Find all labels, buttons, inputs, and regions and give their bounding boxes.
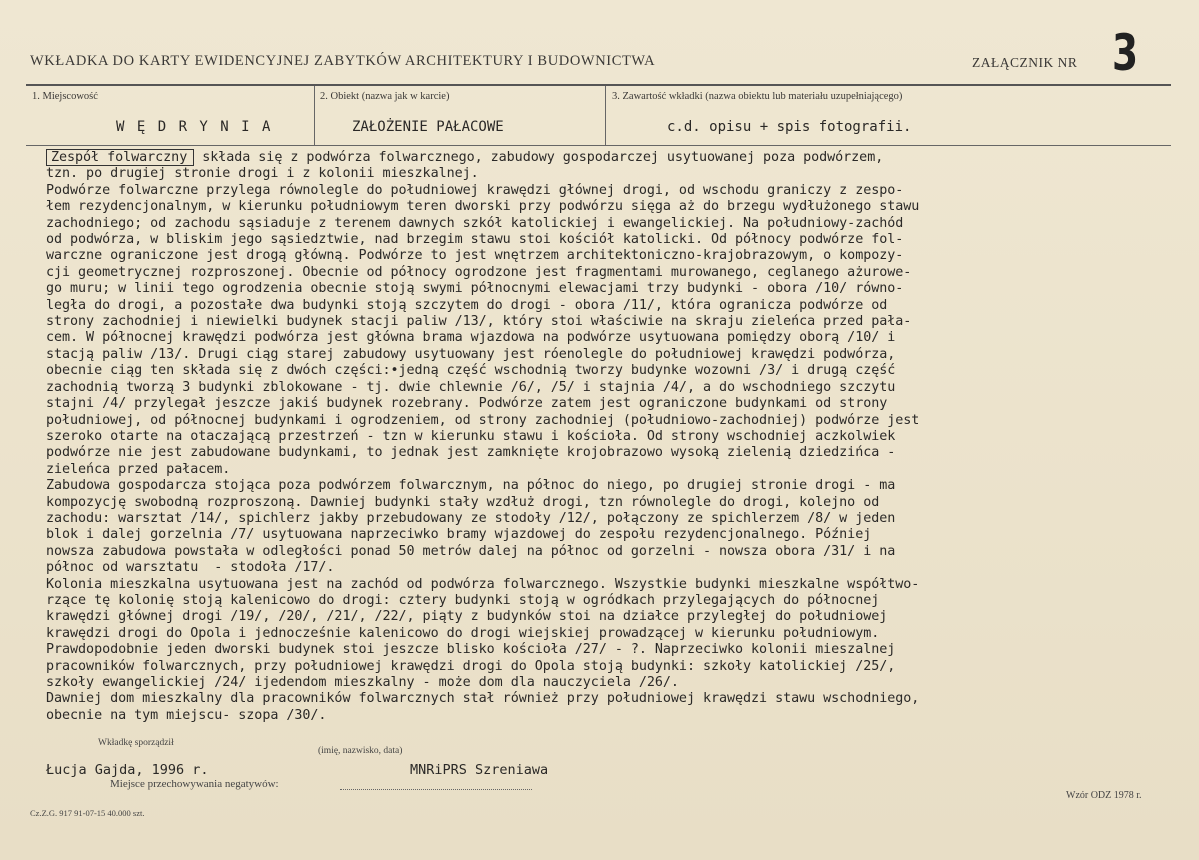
text-line: obecnie ciąg ten składa się z dwóch części:•jedną część wschodnią tworzy budynke wozowni /3/ i drugą część xyxy=(46,363,896,379)
field-location-value: W Ę D R Y N I A xyxy=(116,119,273,135)
text-line: Prawdopodobnie jeden dworski budynek stoi jeszcze blisko kościoła /27/ - ?. Naprzeciwko kolonii mieszalnej xyxy=(46,642,896,658)
text-line: kompozycję swobodną rozproszoną. Dawniej budynki stały wzdłuż drogi, tzn równolegle do drogi, kolejno od xyxy=(46,494,880,510)
text-line: podwórze nie jest zabudowane budynkami, to jednak jest zamknięte krojobrazowo wysoką zielenią dziedzińca - xyxy=(46,445,896,461)
text-line: składa się z podwórza folwarcznego, zabudowy gospodarczej usytuowanej poza podwórzem, xyxy=(194,150,884,165)
text-line: pracowników folwarcznych, przy południowej krawędzi drogi do Opola stoją budynki: szkoły katolickiej /25/, xyxy=(46,658,896,674)
text-line: szkoły ewangelickiej /24/ ijedendom mieszkalny - może dom dla nauczyciela /26/. xyxy=(46,675,679,690)
field-contents-value: c.d. opisu + spis fotografii. xyxy=(667,119,912,135)
field-object-label: 2. Obiekt (nazwa jak w karcie) xyxy=(320,91,450,102)
text-line: zachodu: warsztat /14/, spichlerz jakby przebudowany ze stodoły /12/, połączony ze spichlerzem /8/ w jeden xyxy=(46,510,896,526)
text-line: nowsza zabudowa powstała w odległości ponad 50 metrów dalej na północ od gorzelni - nowsza obora /31/ i na xyxy=(46,543,896,559)
text-line: tzn. po drugiej stronie drogi i z kolonii mieszkalnej. xyxy=(46,166,479,182)
text-line: blok i dalej gorzelnia /7/ usytuowana naprzeciwko bramy wjazdowej do zespołu rezydencjonalnego. Później xyxy=(46,527,872,543)
text-line: go muru; w linii tego ogrodzenia obecnie stoją swymi północnymi elewacjami trzy budynki - obora /10/ równo- xyxy=(46,281,904,297)
text-line: stajni /4/ przylegał jeszcze jakiś budynek rozebrany. Podwórze zatem jest ograniczone budynkami od strony xyxy=(46,396,888,412)
fields-rule xyxy=(26,145,1171,146)
annex-number: 3 xyxy=(1112,24,1139,82)
text-line: Dawniej dom mieszkalny dla pracowników folwarcznych stał również przy południowej krawędzi stawu wschodniego, xyxy=(46,691,920,707)
field-divider xyxy=(605,86,606,145)
text-line: krawędzi drogi do Opola i jednocześnie kalenicowo do drogi wiejskiej prowadzącej w kierunku południowym. xyxy=(46,625,880,641)
text-line: zachodnią tworzą 3 budynki zblokowane - tj. dwie chlewnie /6/, /5/ i stajnia /4/, a do wschodniego szczytu xyxy=(46,379,896,395)
annex-label: ZAŁĄCZNIK NR xyxy=(972,55,1078,70)
text-line: Zabudowa gospodarcza stojąca poza podwórzem folwarcznym, na północ do niego, po drugiej stronie drogi - ma xyxy=(46,478,896,494)
text-line: szeroko otarte na otaczającą przestrzeń - tzn w kierunku stawu i kościoła. Od strony wschodniej aczkolwiek xyxy=(46,428,896,444)
text-line: zachodniego; od zachodu sąsiaduje z terenem dawnych szkół katolickiej i ewangelickiej. Na południowy-zachód xyxy=(46,215,904,231)
text-line: rzące tę kolonię stoją kalenicowo do drogi: cztery budynki stoją w ogródkach przylegających do północnej xyxy=(46,592,880,608)
text-line: legła do drogi, a pozostałe dwa budynki stoją szczytem do drogi - obora /11/, która ogranicza podwórze od xyxy=(46,297,888,313)
boxed-heading: Zespół folwarczny xyxy=(46,149,194,166)
description-text xyxy=(46,150,1176,724)
text-line: cji geometrycznej rozproszonej. Obecnie od północy ogrodzone jest fragmentami murowanego, ceglanego ażurowe- xyxy=(46,264,912,280)
field-object-value: ZAŁOŻENIE PAŁACOWE xyxy=(352,119,504,135)
text-line: stacją paliw /13/. Drugi ciąg starej zabudowy usytuowany jest róenolegle do południowej krawędzi podwórza, xyxy=(46,346,896,362)
print-code: Cz.Z.G. 917 91-07-15 40.000 szt. xyxy=(30,808,145,818)
negatives-dotted-line xyxy=(340,789,532,790)
field-divider xyxy=(314,86,315,145)
author-signature: Łucja Gajda, 1996 r. xyxy=(46,762,209,778)
text-line: zieleńca przed pałacem. xyxy=(46,461,231,477)
prepared-by-label: Wkładkę sporządził xyxy=(98,738,174,748)
text-line: Kolonia mieszkalna usytuowana jest na zachód od podwórza folwarcznego. Wszystkie budynki mieszkalne współtwo- xyxy=(46,576,920,592)
field-contents-label: 3. Zawartość wkładki (nazwa obiektu lub materiału uzupełniającego) xyxy=(612,91,903,102)
text-line: Podwórze folwarczne przylega równolegle do południowej krawędzi głównej drogi, od wschodu graniczy z zespo- xyxy=(46,182,904,198)
template-code: Wzór ODZ 1978 r. xyxy=(1066,790,1142,801)
text-line: strony zachodniej i niewielki budynek stacji paliw /13/, który stoi właściwie na skraju zieleńca przed pała- xyxy=(46,314,912,330)
header-rule xyxy=(26,84,1171,86)
text-line: warczne ograniczone jest drogą główną. Podwórze to jest wnętrzem architektoniczno-krajobrazowym, o kompozy- xyxy=(46,248,904,264)
institution-name: MNRiPRS Szreniawa xyxy=(410,762,549,778)
prepared-by-hint: (imię, nazwisko, data) xyxy=(318,746,403,756)
text-line: od podwórza, w bliskim jego sąsiedztwie, nad brzegim stawu stoi kościół katolicki. Od północy podwórze fol- xyxy=(46,232,904,248)
form-title: WKŁADKA DO KARTY EWIDENCYJNEJ ZABYTKÓW ARCHITEKTURY I BUDOWNICTWA xyxy=(30,53,656,69)
text-line: cem. W północnej krawędzi podwórza jest główna brama wjazdowa na podwórze usytuowana pomiędzy oborą /10/ i xyxy=(46,330,896,346)
field-location-label: 1. Miejscowość xyxy=(32,91,98,102)
text-line: północ od warsztatu - stodoła /17/. xyxy=(46,560,335,576)
negatives-label: Miejsce przechowywania negatywów: xyxy=(110,778,279,790)
text-line: łem rezydencjonalnym, w kierunku południowym teren dworski przy podwórzu sięga aż do brzegu wydłużonego stawu xyxy=(46,199,920,215)
text-line: krawędzi głównej drogi /19/, /20/, /21/, /22/, piąty z budynków stoi na działce przyległej do południowej xyxy=(46,609,888,625)
text-line: obecnie na tym miejscu- szopa /30/. xyxy=(46,707,327,723)
text-line: południowej, od północnej budynkami i ogrodzeniem, od strony zachodniej (południowo-zachodniej) podwórze jest xyxy=(46,412,920,428)
